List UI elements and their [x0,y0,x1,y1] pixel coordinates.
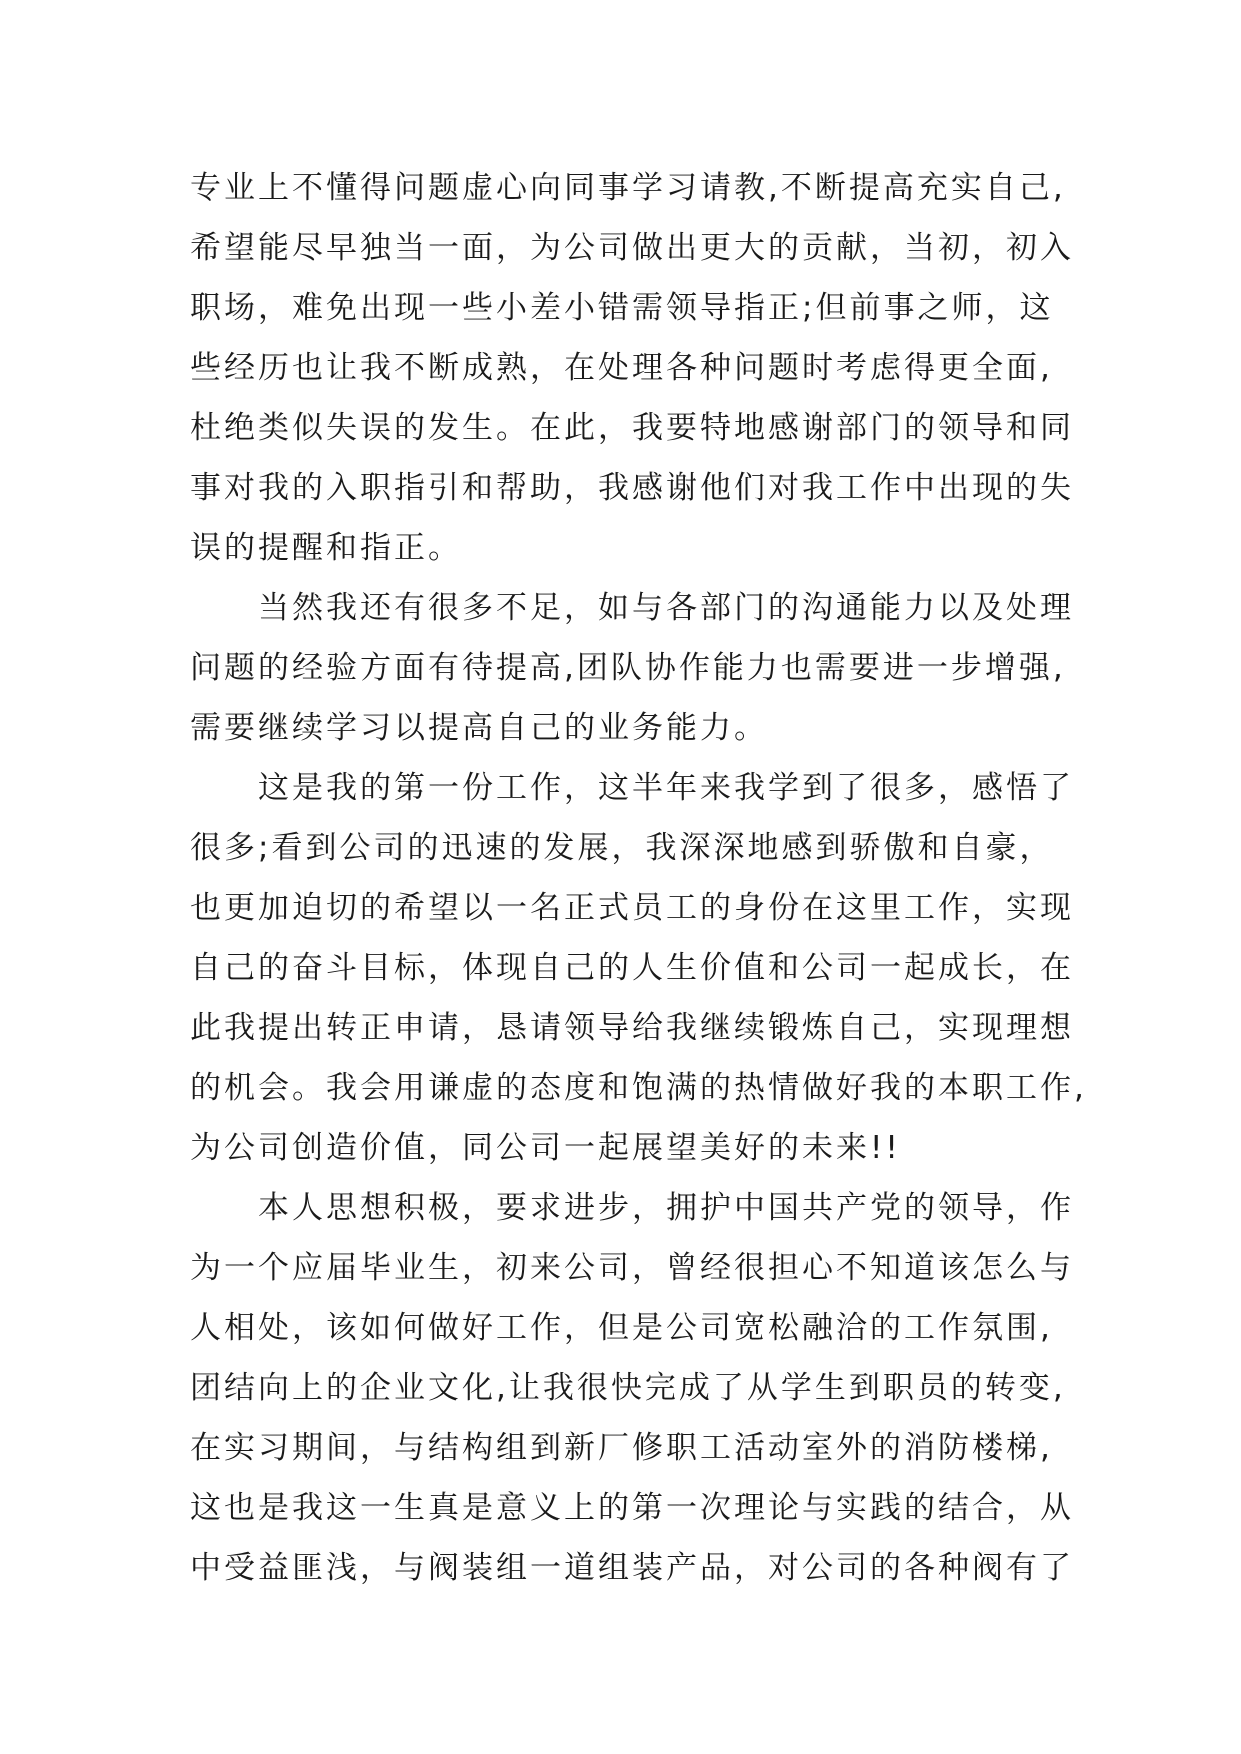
text-line: 中受益匪浅，与阀装组一道组装产品，对公司的各种阀有了 [190,1550,1074,1586]
text-line: 为一个应届毕业生，初来公司，曾经很担心不知道该怎么与 [190,1250,1074,1286]
text-line: 此我提出转正申请，恳请领导给我继续锻炼自己，实现理想 [190,1010,1074,1046]
text-line: 这也是我这一生真是意义上的第一次理论与实践的结合，从 [190,1490,1074,1526]
paragraph-start-line: 本人思想积极，要求进步，拥护中国共产党的领导，作 [190,1190,1074,1226]
text-line: 些经历也让我不断成熟，在处理各种问题时考虑得更全面, [190,350,1053,386]
text-line: 问题的经验方面有待提高,团队协作能力也需要进一步增强, [190,650,1066,686]
text-line: 在实习期间，与结构组到新厂修职工活动室外的消防楼梯, [190,1430,1053,1466]
text-line: 需要继续学习以提高自己的业务能力。 [190,710,768,746]
text-line: 为公司创造价值，同公司一起展望美好的未来!! [190,1130,901,1166]
text-line: 自己的奋斗目标，体现自己的人生价值和公司一起成长，在 [190,950,1074,986]
text-line: 专业上不懂得问题虚心向同事学习请教,不断提高充实自己, [190,170,1066,206]
paragraph-start-line: 当然我还有很多不足，如与各部门的沟通能力以及处理 [190,590,1074,626]
text-line: 很多;看到公司的迅速的发展，我深深地感到骄傲和自豪， [190,830,1054,866]
text-line: 职场，难免出现一些小差小错需领导指正;但前事之师，这 [190,290,1054,326]
document-body [190,158,1090,1598]
paragraph-start-line: 这是我的第一份工作，这半年来我学到了很多，感悟了 [190,770,1074,806]
text-line: 杜绝类似失误的发生。在此，我要特地感谢部门的领导和同 [190,410,1074,446]
text-line: 团结向上的企业文化,让我很快完成了从学生到职员的转变, [190,1370,1066,1406]
text-line: 人相处，该如何做好工作，但是公司宽松融洽的工作氛围, [190,1310,1053,1346]
text-line: 事对我的入职指引和帮助，我感谢他们对我工作中出现的失 [190,470,1074,506]
text-line: 的机会。我会用谦虚的态度和饱满的热情做好我的本职工作, [190,1070,1087,1106]
text-line: 希望能尽早独当一面，为公司做出更大的贡献，当初，初入 [190,230,1074,266]
text-line: 误的提醒和指正。 [190,530,462,566]
text-line: 也更加迫切的希望以一名正式员工的身份在这里工作，实现 [190,890,1074,926]
